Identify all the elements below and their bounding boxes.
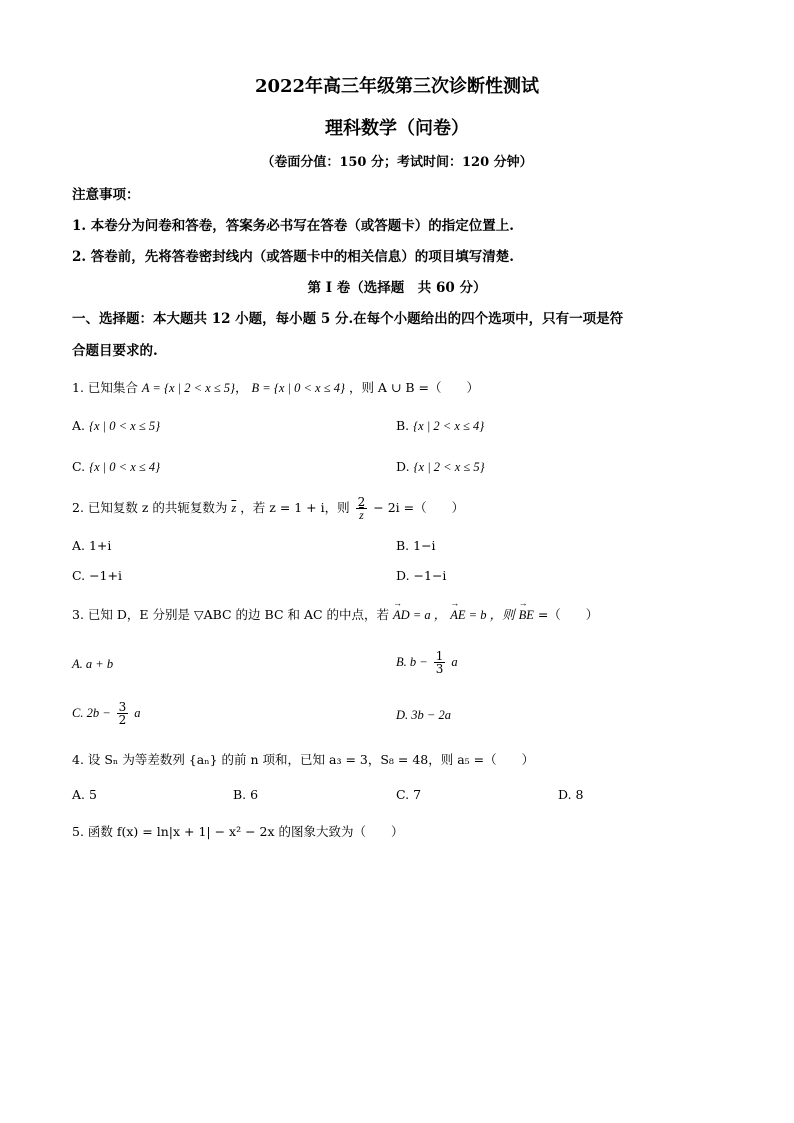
- fraction-denominator: 3: [435, 662, 444, 676]
- option-a-label: A.: [72, 418, 86, 433]
- vector-ae: → AE: [450, 608, 465, 623]
- question-1-prefix: 1. 已知集合: [72, 380, 138, 395]
- question-4: 4. 设 Sₙ 为等差数列 {aₙ} 的前 n 项和，已知 a₃ = 3，S₈ = 48，则 a₅ =（ ）: [72, 752, 535, 767]
- question-1: 1. 已知集合 A = {x | 2 < x ≤ 5}， B = {x | 0 < x ≤ 4} ，则 A ∪ B =（ ）: [72, 380, 479, 395]
- section-title: 第 I 卷（选择题 共 60 分）: [307, 280, 487, 296]
- option-c-text: {x | 0 < x ≤ 4}: [89, 460, 161, 474]
- option-c-label: C.: [72, 459, 86, 474]
- question-3-option-d: D. 3b − 2a: [396, 708, 451, 722]
- notes-heading: 注意事项：: [72, 187, 140, 203]
- option-b-text: {x | 2 < x ≤ 4}: [413, 419, 485, 433]
- option-b-pre: B. b −: [396, 655, 428, 669]
- question-3-option-c: [72, 701, 141, 726]
- question-3-eq3: =（ ）: [533, 607, 599, 622]
- question-2: [72, 496, 464, 521]
- question-2-zbar: $\overline{z}$: [231, 501, 237, 515]
- question-2-tail: − 2i =（ ）: [373, 500, 465, 515]
- question-3-option-b: [396, 650, 458, 675]
- fraction-numerator: 3: [118, 700, 127, 714]
- section-instructions-line-2: 合题目要求的.: [72, 343, 158, 359]
- question-3-eq1: = a ，: [409, 608, 447, 622]
- question-1-option-c: [72, 459, 160, 475]
- question-1-set-a: A = {x | 2 < x ≤ 5}: [141, 381, 236, 395]
- option-a-text: {x | 0 < x ≤ 5}: [89, 419, 161, 433]
- question-4-option-c: C. 7: [396, 787, 422, 802]
- option-c-post: a: [134, 706, 141, 720]
- option-b-label: B.: [396, 418, 410, 433]
- option-b-fraction: [434, 650, 446, 675]
- vector-be: → BE: [519, 608, 534, 623]
- notes-item-2: 2. 答卷前，先将答卷密封线内（或答题卡中的相关信息）的项目填写清楚.: [72, 249, 514, 265]
- vector-ad: → AD: [393, 608, 410, 623]
- option-d-label: D.: [396, 459, 410, 474]
- exam-info: （卷面分值：150 分；考试时间：120 分钟）: [261, 155, 533, 170]
- question-5: 5. 函数 f(x) = ln|x + 1| − x² − 2x 的图象大致为（ ）: [72, 824, 404, 839]
- question-2-prefix: 2. 已知复数 z 的共轭复数为: [72, 500, 228, 515]
- notes-item-1: 1. 本卷分为问卷和答卷，答案务必书写在答卷（或答题卡）的指定位置上.: [72, 218, 514, 234]
- question-1-set-b: B = {x | 0 < x ≤ 4}: [251, 381, 345, 395]
- question-4-option-d: D. 8: [558, 787, 584, 802]
- question-1-ask: ，则 A ∪ B =（ ）: [348, 380, 479, 395]
- fraction-denominator: z: [359, 508, 364, 522]
- option-c-pre: C. 2b −: [72, 706, 111, 720]
- page-subtitle: 理科数学（问卷）: [325, 118, 469, 139]
- fraction-numerator: 2: [357, 495, 366, 509]
- question-2-fraction: [356, 496, 368, 521]
- section-instructions-line-1: 一、选择题：本大题共 12 小题，每小题 5 分.在每个小题给出的四个选项中，只有一项是符: [72, 311, 624, 327]
- option-b-post: a: [451, 655, 458, 669]
- question-2-option-d: D. −1−i: [396, 568, 447, 583]
- question-1-option-b: [396, 418, 484, 434]
- option-c-fraction: [117, 701, 129, 726]
- question-2-option-b: B. 1−i: [396, 538, 436, 553]
- question-2-option-c: C. −1+i: [72, 568, 122, 583]
- fraction-denominator: 2: [118, 713, 127, 727]
- question-3-eq2: = b ，则: [465, 608, 515, 622]
- question-1-option-d: [396, 459, 485, 475]
- question-3-text: 3. 已知 D，E 分别是 ▽ABC 的边 BC 和 AC 的中点，若: [72, 607, 390, 622]
- question-3: [72, 605, 598, 623]
- option-d-text: {x | 2 < x ≤ 5}: [413, 460, 485, 474]
- question-3-option-a: A. a + b: [72, 657, 114, 671]
- question-2-option-a: A. 1+i: [72, 538, 112, 553]
- page-title: 2022年高三年级第三次诊断性测试: [254, 76, 540, 97]
- question-4-option-a: A. 5: [72, 787, 97, 802]
- question-1-option-a: [72, 418, 160, 434]
- question-2-mid: ，若 z = 1 + i，则: [240, 500, 350, 515]
- fraction-numerator: 1: [435, 649, 444, 663]
- question-4-option-b: B. 6: [233, 787, 259, 802]
